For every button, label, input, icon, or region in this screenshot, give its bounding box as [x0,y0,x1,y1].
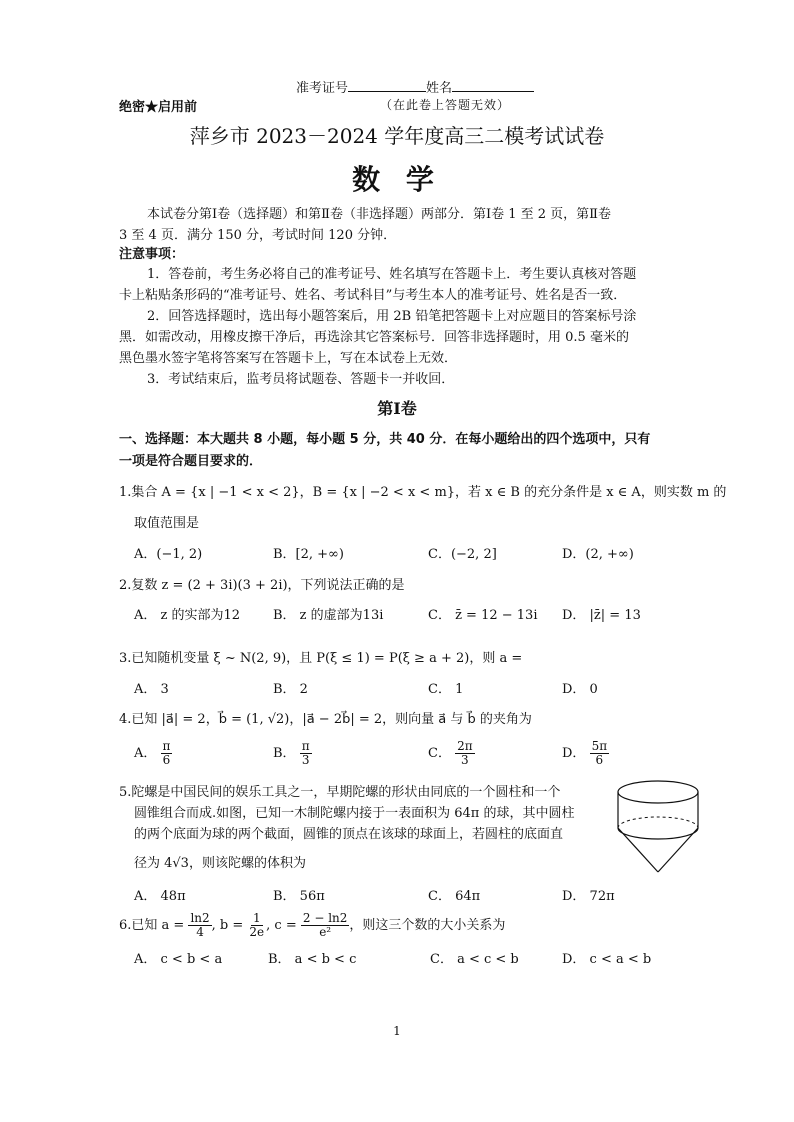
q4-d-num: 5π [591,739,608,753]
q3-option-c: C． 1 [428,682,464,697]
q6-prefix: 6.已知 a = [119,918,185,933]
q1-option-b: B．[2, +∞) [273,547,344,562]
q4-c-num: 2π [457,739,473,753]
q4-option-b [273,740,312,767]
q6-c-label: , c = [266,918,297,933]
q6-option-d: D． c < a < b [562,952,652,967]
q1-option-a: A．(−1, 2) [134,547,203,562]
exam-title: 萍乡市 2023－2024 学年度高三二模考试试卷 [189,124,605,148]
q6-b-label: , b = [211,918,244,933]
section-line-2: 一项是符合题目要求的． [119,454,263,469]
q4-option-a-letter: A． [134,746,157,761]
q4-b-den: 3 [301,753,310,767]
q4-option-d [562,740,609,767]
q3-option-a: A． 3 [134,682,169,697]
q1-stem: 1.集合 A = {x | −1 < x < 2}，B = {x | −2 < x < m}，若 x ∈ B 的充分条件是 x ∈ A，则实数 m 的 [119,485,727,500]
name-blank [452,79,534,92]
q6-a-num: ln2 [190,911,210,925]
intro-line-1: 本试卷分第Ⅰ卷（选择题）和第Ⅱ卷（非选择题）两部分．第Ⅰ卷 1 至 2 页，第Ⅱ卷 [147,207,612,222]
q5-line-4: 径为 4√3，则该陀螺的体积为 [134,856,306,871]
q6-option-c: C． a < c < b [430,952,519,967]
q6-b-den: 2e [249,925,265,939]
q5-option-d: D． 72π [562,889,615,904]
q4-option-c [428,740,475,767]
q1-option-d: D．(2, +∞) [562,547,634,562]
note-3: 3．考试结束后，监考员将试题卷、答题卡一并收回． [147,372,455,387]
note-2b: 黑．如需改动，用橡皮擦干净后，再选涂其它答案标号．回答非选择题时，用 0.5 毫米的 [119,330,629,345]
q2-option-b: B． z 的虚部为13i [273,608,384,623]
name-label: 姓名 [426,81,453,96]
note-2c: 黑色墨水签字笔将答案写在答题卡上，写在本试卷上无效． [119,351,458,366]
spinning-top-figure [612,778,704,876]
page-number: 1 [393,1024,401,1038]
section-line-1: 一、选择题：本大题共 8 小题，每小题 5 分，共 40 分．在每小题给出的四个选项中，只有 [119,432,651,447]
subject-title: 数 学 [352,163,442,196]
q6-option-b: B． a < b < c [268,952,357,967]
note-2a: 2．回答选择题时，选出每小题答案后，用 2B 铅笔把答题卡上对应题目的答案标号涂 [147,309,637,324]
q2-option-a: A． z 的实部为12 [134,608,241,623]
q1-stem-2: 取值范围是 [134,516,200,531]
exam-id-blank [348,79,426,92]
q6-a-den: 4 [196,925,204,939]
q4-stem: 4.已知 |a⃗| = 2，b⃗ = (1, √2)，|a⃗ − 2b⃗| = 2，则向量 a⃗ 与 b⃗ 的夹角为 [119,712,532,727]
q3-option-d: D． 0 [562,682,598,697]
q6-a-fraction [188,912,211,939]
intro-line-2: 3 至 4 页．满分 150 分，考试时间 120 分钟． [119,228,397,243]
q4-a-den: 6 [162,753,171,767]
q5-line-2: 圆锥组合而成.如图，已知一木制陀螺内接于一表面积为 64π 的球，其中圆柱 [134,806,575,821]
q6-c-fraction [301,912,350,939]
q4-option-a [134,740,172,767]
q4-c-den: 3 [461,753,469,767]
q4-option-d-letter: D． [562,746,586,761]
q2-option-c: C． z̄ = 12 − 13i [428,608,538,623]
q4-option-b-letter: B． [273,746,296,761]
q1-option-c: C．(−2, 2] [428,547,497,562]
q5-line-3: 的两个底面为球的两个截面，圆锥的顶点在该球的球面上，若圆柱的底面直 [134,827,564,842]
q4-a-num: π [162,739,171,753]
q5-line-1: 5.陀螺是中国民间的娱乐工具之一，早期陀螺的形状由同底的一个圆柱和一个 [119,785,561,800]
note-1b: 卡上粘贴条形码的“准考证号、姓名、考试科目”与考生本人的准考证号、姓名是否一致． [119,288,627,303]
volume-heading: 第Ⅰ卷 [377,399,417,418]
q6-c-den: e² [319,925,332,939]
invalid-note: （在此卷上答题无效） [380,98,511,112]
q4-option-d-fraction [590,740,610,767]
q4-b-num: π [301,739,310,753]
q2-option-d: D． |z̄| = 13 [562,608,641,623]
q3-stem: 3.已知随机变量 ξ ~ N(2, 9)，且 P(ξ ≤ 1) = P(ξ ≥ a + 2)，则 a = [119,651,523,666]
q6-suffix: ，则这三个数的大小关系为 [349,918,506,933]
q4-option-b-fraction [300,740,312,767]
q6-c-num: 2 − ln2 [302,911,348,925]
exam-id-label: 准考证号 [296,81,349,96]
q5-option-c: C． 64π [428,889,481,904]
q4-option-c-fraction [455,740,475,767]
q5-option-a: A． 48π [134,889,186,904]
exam-id-field [296,77,534,96]
q4-option-c-letter: C． [428,746,451,761]
q4-d-den: 6 [595,753,604,767]
q6-option-a: A． c < b < a [134,952,223,967]
q6-b-fraction [247,912,266,939]
q5-option-b: B． 56π [273,889,325,904]
secret-mark: 绝密★启用前 [119,100,198,115]
note-1a: 1．答卷前，考生务必将自己的准考证号、姓名填写在答题卡上．考生要认真核对答题 [147,267,637,282]
q6-b-num: 1 [252,911,261,925]
q2-stem: 2.复数 z = (2 + 3i)(3 + 2i)，下列说法正确的是 [119,578,405,593]
q6-stem [119,912,505,939]
q4-option-a-fraction [161,740,173,767]
notes-heading: 注意事项： [119,247,185,262]
q3-option-b: B． 2 [273,682,308,697]
